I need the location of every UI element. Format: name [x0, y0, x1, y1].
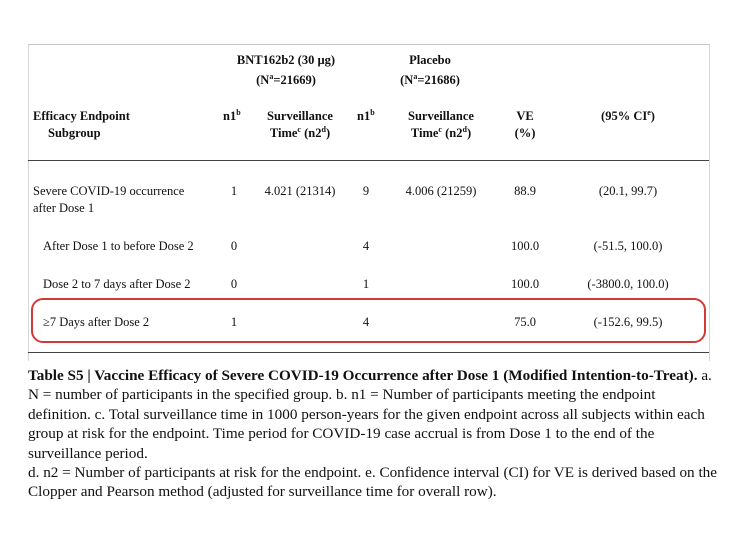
row-3-ve: 75.0 [514, 315, 536, 329]
header-ci: (95% CIe) [601, 107, 655, 123]
row-0-ci: (20.1, 99.7) [598, 184, 658, 198]
row-2-ci: (-3800.0, 100.0) [587, 277, 669, 291]
row-3-pla-n1: 4 [362, 315, 370, 329]
header-pla-surveillance: Surveillance Time$^c$ (n2$^d$) [408, 109, 474, 140]
row-1-ve: 100.0 [510, 239, 540, 253]
header-vac-n1: n1$^b$ [223, 107, 241, 123]
caption-title: Table S5 | Vaccine Efficacy of Severe COVID-19 Occurrence after Dose 1 (Modified Intention-to-Treat). [28, 367, 698, 384]
caption-body-2: d. n2 = Number of participants at risk for the endpoint. e. Confidence interval (CI) for VE is derived based on the Clopper and Pearson method (adjusted for surveillance time for overall row). [28, 464, 717, 501]
table-caption [28, 366, 718, 502]
header-vac-surveillance: Surveillance Time$^c$ (n2$^d$) [267, 109, 333, 140]
row-0-pla-surv: 4.006 (21259) [405, 184, 477, 198]
row-0-ve: 88.9 [514, 184, 536, 198]
header-ve: VE (%) [514, 109, 536, 140]
bottom-rule [28, 352, 709, 353]
header-endpoint: Efficacy Endpoint Subgroup [33, 109, 130, 140]
row-1-pla-n1: 4 [362, 239, 370, 253]
row-3-vac-n1: 1 [230, 315, 238, 329]
placebo-group-n: $(N^a=21686)$ [400, 71, 460, 87]
row-2-ve: 100.0 [510, 277, 540, 291]
row-0-endpoint: Severe COVID-19 occurrence after Dose 1 [33, 184, 185, 215]
placebo-group-header [380, 52, 480, 89]
row-3-ci: (-152.6, 99.5) [593, 315, 663, 329]
row-0-vac-surv: 4.021 (21314) [264, 184, 336, 198]
caption-body: a. N = number of participants in the specified group. b. n1 = Number of participants meeting the endpoint definition. c. Total surveillance time in 1000 person-years for the given endpoint across all subjects within each group at risk for the endpoint. Time period for COVID-19 case accrual is from Dose 1 to the end of the surveillance period. [28, 367, 712, 462]
row-2-pla-n1: 1 [362, 277, 370, 291]
row-2-vac-n1: 0 [230, 277, 238, 291]
row-1-ci: (-51.5, 100.0) [593, 239, 663, 253]
row-2-endpoint: Dose 2 to 7 days after Dose 2 [43, 277, 191, 291]
placebo-group-name: Placebo [409, 53, 451, 67]
vaccine-group-n: $(N^a=21669)$ [256, 71, 316, 87]
row-1-endpoint: After Dose 1 to before Dose 2 [43, 239, 194, 253]
header-rule [28, 160, 709, 161]
vaccine-group-header [224, 52, 348, 89]
row-1-vac-n1: 0 [230, 239, 238, 253]
highlight-annotation [31, 298, 706, 343]
row-0-vac-n1: 1 [230, 184, 238, 198]
row-3-endpoint: ≥7 Days after Dose 2 [43, 315, 150, 329]
row-0-pla-n1: 9 [362, 184, 370, 198]
vaccine-group-name: BNT162b2 (30 µg) [236, 53, 336, 67]
header-pla-n1: n1$^b$ [357, 107, 375, 123]
